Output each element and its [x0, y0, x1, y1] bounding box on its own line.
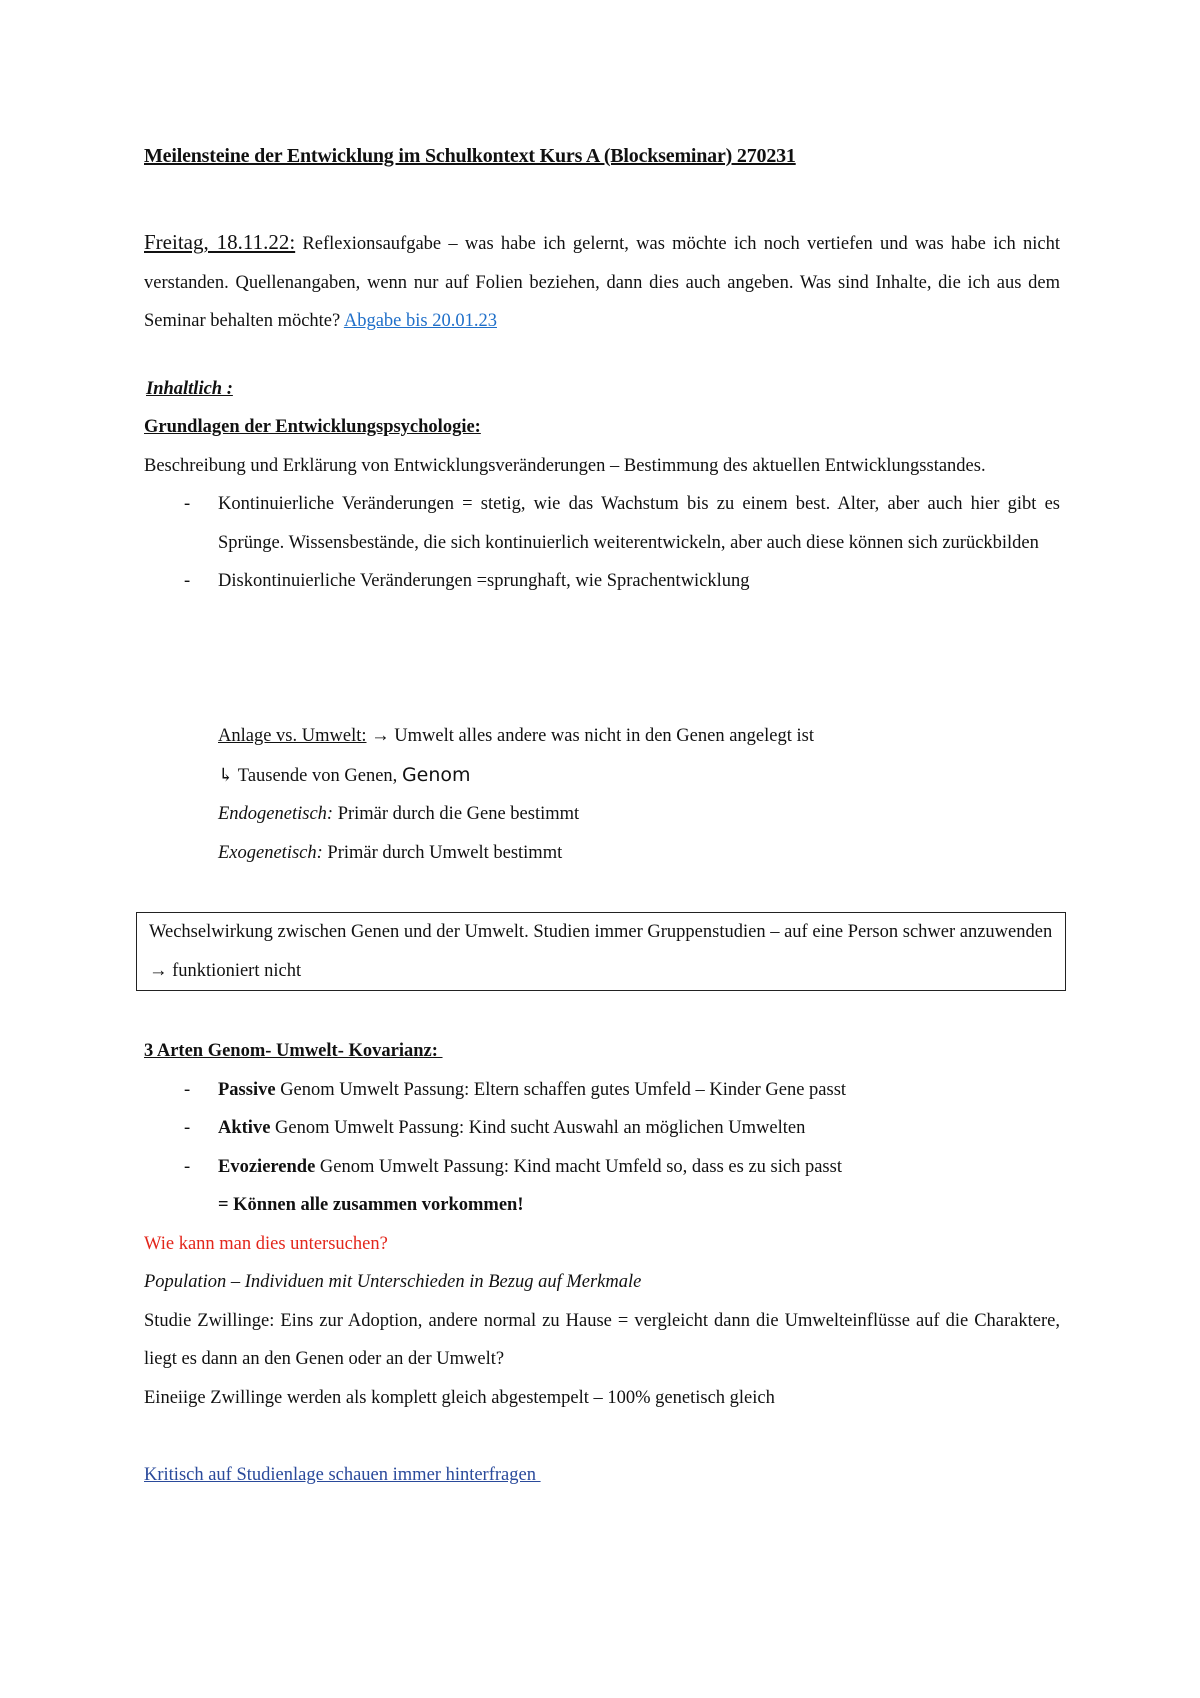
- kovarianz-item-label: Passive: [218, 1079, 276, 1100]
- intro-text: Reflexionsaufgabe – was habe ich gelernt, was möchte ich noch vertiefen und was habe ich nicht verstanden. Quellenangaben, wenn nur auf Folien beziehen, dann dies auch angeben. Was sind Inhalte, die ich aus dem Seminar behalten möchte?: [144, 234, 1060, 331]
- list-item: [144, 1071, 1060, 1110]
- kovarianz-item-label: Evozierende: [218, 1156, 316, 1177]
- closing-link[interactable]: Kritisch auf Studienlage schauen immer hinterfragen: [144, 1465, 541, 1485]
- endogenetisch-line: [218, 795, 1134, 834]
- list-item: [144, 1148, 1060, 1187]
- exogenetisch-line: [218, 834, 1134, 873]
- bullet-text: Kontinuierliche Veränderungen = stetig, wie das Wachstum bis zu einem best. Alter, aber auch hier gibt es Sprünge. Wissensbestände, die sich kontinuierlich weiterentwickeln, aber auch diese können sich zurückbilden: [218, 494, 1060, 553]
- kovarianz-item-text: Genom Umwelt Passung: Eltern schaffen gutes Umfeld – Kinder Gene passt: [275, 1079, 847, 1100]
- endogenetisch-text: Primär durch die Gene bestimmt: [333, 804, 580, 824]
- grundlagen-bullet-list: [144, 485, 1060, 601]
- kovarianz-heading: 3 Arten Genom- Umwelt- Kovarianz:: [144, 1041, 443, 1061]
- list-item: [144, 1109, 1060, 1148]
- exogenetisch-text: Primär durch Umwelt bestimmt: [322, 842, 563, 863]
- document-title: Meilensteine der Entwicklung im Schulkontext Kurs A (Blockseminar) 270231: [144, 145, 796, 167]
- anlage-line: [218, 717, 1134, 756]
- bullet-dash: -: [184, 1079, 191, 1100]
- anlage-label: Anlage vs. Umwelt:: [218, 726, 367, 746]
- section-inhaltlich: [144, 370, 1062, 409]
- bullet-dash: -: [184, 1118, 191, 1138]
- grundlagen-heading: Grundlagen der Entwicklungspsychologie:: [144, 417, 481, 437]
- kovarianz-summary: = Können alle zusammen vorkommen!: [218, 1195, 524, 1215]
- section-inhaltlich-label: Inhaltlich :: [146, 379, 233, 399]
- list-item: [144, 562, 1060, 601]
- bullet-text: Diskontinuierliche Veränderungen =sprunghaft, wie Sprachentwicklung: [218, 571, 750, 591]
- return-arrow-icon: ↳: [218, 765, 234, 786]
- intro-date: Freitag, 18.11.22:: [144, 230, 296, 254]
- grundlagen-description: Beschreibung und Erklärung von Entwicklungsveränderungen – Bestimmung des aktuellen Entwicklungsstandes.: [144, 455, 986, 476]
- bullet-dash: -: [184, 494, 191, 514]
- wechselwirkung-box: [136, 912, 1066, 991]
- wechselwirkung-text: Wechselwirkung zwischen Genen und der Umwelt. Studien immer Gruppenstudien – auf eine Person schwer anzuwenden → funktioniert nicht: [149, 922, 1053, 981]
- bullet-dash: -: [184, 1156, 191, 1177]
- endogenetisch-label: Endogenetisch:: [218, 804, 334, 824]
- kovarianz-item-text: Genom Umwelt Passung: Kind sucht Auswahl an möglichen Umwelten: [270, 1118, 806, 1138]
- anlage-subline: [218, 756, 1134, 796]
- eineiige-line: Eineiige Zwillinge werden als komplett gleich abgestempelt – 100% genetisch gleich: [144, 1387, 775, 1408]
- anlage-subline-genom: Genom: [401, 763, 471, 786]
- anlage-section: [144, 717, 1134, 872]
- grundlagen-section: [144, 408, 1060, 601]
- deadline-link[interactable]: Abgabe bis 20.01.23: [343, 311, 497, 331]
- bullet-dash: -: [184, 571, 191, 591]
- kovarianz-list: [144, 1071, 1060, 1187]
- kovarianz-item-text: Genom Umwelt Passung: Kind macht Umfeld so, dass es zu sich passt: [315, 1156, 842, 1177]
- exogenetisch-label: Exogenetisch:: [218, 842, 323, 863]
- question-red: Wie kann man dies untersuchen?: [144, 1233, 388, 1254]
- intro-paragraph: [144, 223, 1060, 341]
- population-line: Population – Individuen mit Unterschieden in Bezug auf Merkmale: [144, 1272, 642, 1292]
- studie-paragraph: Studie Zwillinge: Eins zur Adoption, andere normal zu Hause = vergleicht dann die Umwelteinflüsse auf die Charaktere, liegt es dann an den Genen oder an der Umwelt?: [144, 1310, 1060, 1369]
- closing-section: [144, 1456, 1060, 1495]
- anlage-text: → Umwelt alles andere was nicht in den Genen angelegt ist: [366, 726, 814, 746]
- kovarianz-item-label: Aktive: [218, 1118, 271, 1138]
- list-item: [144, 485, 1060, 562]
- kovarianz-section: [144, 1032, 1060, 1417]
- anlage-subline-text: Tausende von Genen,: [233, 765, 402, 786]
